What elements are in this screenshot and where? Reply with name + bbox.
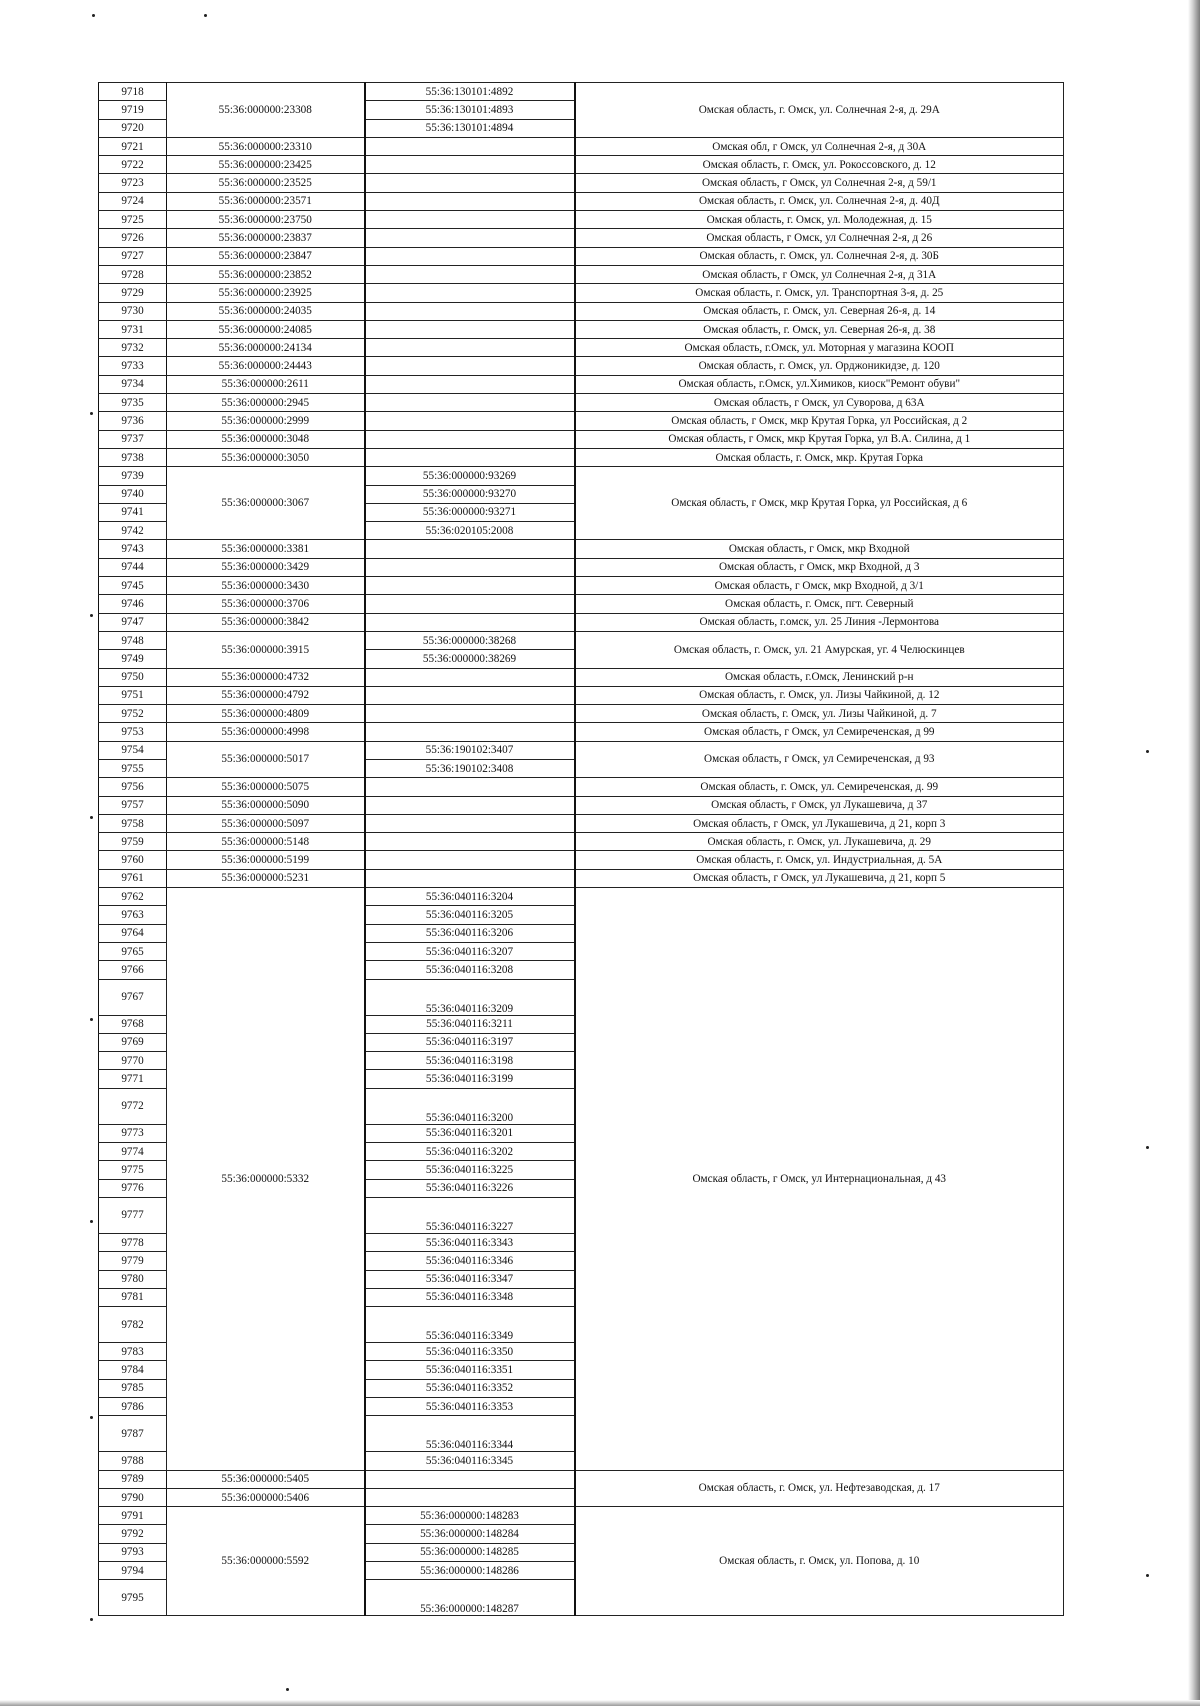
building-cadastral-number: 55:36:000000:5090 (167, 796, 365, 814)
object-address: Омская область, г Омск, ул Лукашевича, д 37 (575, 796, 1064, 814)
building-cadastral-number: 55:36:000000:5592 (167, 1507, 365, 1616)
building-cadastral-number: 55:36:000000:2999 (167, 412, 365, 430)
row-number: 9723 (99, 174, 167, 192)
building-cadastral-number: 55:36:000000:23925 (167, 284, 365, 302)
scan-speck (204, 14, 207, 17)
row-number: 9791 (99, 1507, 167, 1525)
table-row (99, 284, 1064, 302)
table-row (99, 339, 1064, 357)
object-address: Омская область, г. Омск, ул. Лукашевича, д. 29 (575, 833, 1064, 851)
row-number: 9765 (99, 942, 167, 960)
table-row (99, 558, 1064, 576)
row-number: 9779 (99, 1252, 167, 1270)
object-address: Омская область, г.омск, ул. 25 Линия -Лермонтова (575, 613, 1064, 631)
building-cadastral-number: 55:36:000000:23750 (167, 211, 365, 229)
row-number: 9794 (99, 1562, 167, 1580)
premises-cadastral-number: 55:36:040116:3205 (365, 906, 575, 924)
premises-cadastral-number (365, 1488, 575, 1506)
object-address: Омская область, г. Омск, ул. 21 Амурская, уг. 4 Челюскинцев (575, 631, 1064, 668)
premises-cadastral-number: 55:36:000000:148283 (365, 1507, 575, 1525)
table-row (99, 723, 1064, 741)
building-cadastral-number: 55:36:000000:5148 (167, 833, 365, 851)
object-address: Омская область, г. Омск, ул. Орджоникидзе, д. 120 (575, 357, 1064, 375)
table-row (99, 265, 1064, 283)
premises-cadastral-number (365, 686, 575, 704)
building-cadastral-number: 55:36:000000:5405 (167, 1470, 365, 1488)
scan-speck (90, 1416, 93, 1419)
premises-cadastral-number (365, 778, 575, 796)
row-number: 9719 (99, 101, 167, 119)
row-number: 9756 (99, 778, 167, 796)
row-number: 9781 (99, 1288, 167, 1306)
building-cadastral-number: 55:36:000000:3381 (167, 540, 365, 558)
table-row (99, 302, 1064, 320)
row-number: 9726 (99, 229, 167, 247)
building-cadastral-number: 55:36:000000:24134 (167, 339, 365, 357)
row-number: 9742 (99, 522, 167, 540)
premises-cadastral-number: 55:36:040116:3209 (365, 979, 575, 1015)
row-number: 9780 (99, 1270, 167, 1288)
premises-cadastral-number: 55:36:000000:148284 (365, 1525, 575, 1543)
object-address: Омская область, г Омск, ул Интернациональная, д 43 (575, 888, 1064, 1471)
premises-cadastral-number (365, 302, 575, 320)
building-cadastral-number: 55:36:000000:3067 (167, 467, 365, 540)
row-number: 9731 (99, 320, 167, 338)
premises-cadastral-number (365, 613, 575, 631)
premises-cadastral-number: 55:36:040116:3198 (365, 1052, 575, 1070)
premises-cadastral-number (365, 814, 575, 832)
row-number: 9772 (99, 1088, 167, 1124)
object-address: Омская область, г. Омск, ул. Лизы Чайкиной, д. 7 (575, 705, 1064, 723)
row-number: 9749 (99, 650, 167, 668)
row-number: 9777 (99, 1197, 167, 1233)
object-address: Омская область, г Омск, ул Лукашевича, д 21, корп 3 (575, 814, 1064, 832)
building-cadastral-number: 55:36:000000:2945 (167, 394, 365, 412)
table-row (99, 577, 1064, 595)
premises-cadastral-number (365, 339, 575, 357)
table-row (99, 814, 1064, 832)
building-cadastral-number: 55:36:000000:4998 (167, 723, 365, 741)
premises-cadastral-number: 55:36:040116:3226 (365, 1179, 575, 1197)
building-cadastral-number: 55:36:000000:3842 (167, 613, 365, 631)
building-cadastral-number: 55:36:000000:23525 (167, 174, 365, 192)
building-cadastral-number: 55:36:000000:23847 (167, 247, 365, 265)
row-number: 9735 (99, 394, 167, 412)
scan-speck (90, 614, 93, 617)
building-cadastral-number: 55:36:000000:24035 (167, 302, 365, 320)
premises-cadastral-number: 55:36:000000:93269 (365, 467, 575, 485)
building-cadastral-number: 55:36:000000:23837 (167, 229, 365, 247)
object-address: Омская область, г. Омск, ул. Попова, д. 10 (575, 1507, 1064, 1616)
object-address: Омская область, г. Омск, ул. Рокоссовского, д. 12 (575, 156, 1064, 174)
scan-speck (1146, 1574, 1149, 1577)
object-address: Омская область, г Омск, мкр Входной, д 3 (575, 558, 1064, 576)
row-number: 9774 (99, 1143, 167, 1161)
premises-cadastral-number (365, 174, 575, 192)
premises-cadastral-number: 55:36:040116:3353 (365, 1398, 575, 1416)
premises-cadastral-number: 55:36:000000:93270 (365, 485, 575, 503)
row-number: 9761 (99, 869, 167, 887)
row-number: 9718 (99, 83, 167, 101)
object-address: Омская область, г. Омск, ул. Северная 26-я, д. 38 (575, 320, 1064, 338)
building-cadastral-number: 55:36:000000:5199 (167, 851, 365, 869)
table-row (99, 412, 1064, 430)
premises-cadastral-number: 55:36:040116:3345 (365, 1452, 575, 1470)
object-address: Омская область, г.Омск, ул.Химиков, киоск"Ремонт обуви" (575, 375, 1064, 393)
premises-cadastral-number (365, 448, 575, 466)
object-address: Омская область, г Омск, мкр Входной, д 3/1 (575, 577, 1064, 595)
object-address: Омская область, г Омск, ул Солнечная 2-я, д 59/1 (575, 174, 1064, 192)
table-row (99, 394, 1064, 412)
table-row (99, 833, 1064, 851)
premises-cadastral-number (365, 833, 575, 851)
premises-cadastral-number (365, 375, 575, 393)
building-cadastral-number: 55:36:000000:3429 (167, 558, 365, 576)
scan-speck (90, 1018, 93, 1021)
scan-edge-bottom (0, 1700, 1200, 1706)
row-number: 9739 (99, 467, 167, 485)
row-number: 9773 (99, 1124, 167, 1142)
row-number: 9751 (99, 686, 167, 704)
premises-cadastral-number (365, 320, 575, 338)
table-row (99, 192, 1064, 210)
building-cadastral-number: 55:36:000000:4809 (167, 705, 365, 723)
row-number: 9760 (99, 851, 167, 869)
table-row (99, 631, 1064, 649)
row-number: 9757 (99, 796, 167, 814)
building-cadastral-number: 55:36:000000:5332 (167, 888, 365, 1471)
premises-cadastral-number: 55:36:000000:148287 (365, 1580, 575, 1616)
row-number: 9758 (99, 814, 167, 832)
object-address: Омская область, г Омск, ул Суворова, д 63А (575, 394, 1064, 412)
row-number: 9744 (99, 558, 167, 576)
premises-cadastral-number: 55:36:040116:3199 (365, 1070, 575, 1088)
object-address: Омская область, г. Омск, ул. Северная 26-я, д. 14 (575, 302, 1064, 320)
building-cadastral-number: 55:36:000000:5075 (167, 778, 365, 796)
scan-speck (90, 816, 93, 819)
building-cadastral-number: 55:36:000000:3706 (167, 595, 365, 613)
row-number: 9753 (99, 723, 167, 741)
premises-cadastral-number: 55:36:020105:2008 (365, 522, 575, 540)
object-address: Омская область, г. Омск, мкр. Крутая Горка (575, 448, 1064, 466)
table-row (99, 1470, 1064, 1488)
row-number: 9770 (99, 1052, 167, 1070)
table-row (99, 778, 1064, 796)
premises-cadastral-number (365, 394, 575, 412)
row-number: 9771 (99, 1070, 167, 1088)
object-address: Омская область, г.Омск, ул. Моторная у магазина КООП (575, 339, 1064, 357)
table-row (99, 467, 1064, 485)
object-address: Омская область, г. Омск, ул. Солнечная 2-я, д. 29А (575, 83, 1064, 138)
building-cadastral-number: 55:36:000000:23852 (167, 265, 365, 283)
premises-cadastral-number: 55:36:000000:148286 (365, 1562, 575, 1580)
row-number: 9795 (99, 1580, 167, 1616)
building-cadastral-number: 55:36:000000:5017 (167, 741, 365, 778)
row-number: 9783 (99, 1343, 167, 1361)
premises-cadastral-number: 55:36:040116:3200 (365, 1088, 575, 1124)
premises-cadastral-number (365, 558, 575, 576)
row-number: 9755 (99, 759, 167, 777)
table-row (99, 595, 1064, 613)
object-address: Омская область, г Омск, мкр Входной (575, 540, 1064, 558)
premises-cadastral-number (365, 1470, 575, 1488)
premises-cadastral-number (365, 284, 575, 302)
row-number: 9733 (99, 357, 167, 375)
premises-cadastral-number: 55:36:040116:3197 (365, 1033, 575, 1051)
building-cadastral-number: 55:36:000000:3915 (167, 631, 365, 668)
row-number: 9776 (99, 1179, 167, 1197)
table-row (99, 247, 1064, 265)
table-row (99, 613, 1064, 631)
building-cadastral-number: 55:36:000000:23308 (167, 83, 365, 138)
building-cadastral-number: 55:36:000000:5097 (167, 814, 365, 832)
premises-cadastral-number (365, 357, 575, 375)
table-row (99, 357, 1064, 375)
row-number: 9741 (99, 503, 167, 521)
table-row (99, 540, 1064, 558)
premises-cadastral-number: 55:36:130101:4894 (365, 119, 575, 137)
row-number: 9727 (99, 247, 167, 265)
row-number: 9721 (99, 137, 167, 155)
scan-edge-right (1188, 0, 1200, 1706)
premises-cadastral-number (365, 247, 575, 265)
premises-cadastral-number: 55:36:000000:148285 (365, 1543, 575, 1561)
row-number: 9725 (99, 211, 167, 229)
premises-cadastral-number (365, 851, 575, 869)
registry-table (98, 82, 1064, 1616)
premises-cadastral-number: 55:36:040116:3344 (365, 1416, 575, 1452)
object-address: Омская область, г Омск, ул Солнечная 2-я, д 31А (575, 265, 1064, 283)
row-number: 9782 (99, 1307, 167, 1343)
premises-cadastral-number: 55:36:040116:3352 (365, 1379, 575, 1397)
premises-cadastral-number: 55:36:040116:3346 (365, 1252, 575, 1270)
premises-cadastral-number: 55:36:130101:4893 (365, 101, 575, 119)
premises-cadastral-number (365, 577, 575, 595)
object-address: Омская область, г. Омск, ул. Транспортная 3-я, д. 25 (575, 284, 1064, 302)
object-address: Омская область, г Омск, ул Семиреченская, д 93 (575, 741, 1064, 778)
premises-cadastral-number (365, 668, 575, 686)
row-number: 9792 (99, 1525, 167, 1543)
table-row (99, 796, 1064, 814)
premises-cadastral-number (365, 430, 575, 448)
object-address: Омская область, г. Омск, ул. Молодежная, д. 15 (575, 211, 1064, 229)
premises-cadastral-number (365, 412, 575, 430)
table-row (99, 211, 1064, 229)
row-number: 9766 (99, 961, 167, 979)
row-number: 9746 (99, 595, 167, 613)
building-cadastral-number: 55:36:000000:24085 (167, 320, 365, 338)
table-row (99, 741, 1064, 759)
scan-speck (286, 1688, 289, 1691)
premises-cadastral-number: 55:36:040116:3225 (365, 1161, 575, 1179)
row-number: 9764 (99, 924, 167, 942)
building-cadastral-number: 55:36:000000:4732 (167, 668, 365, 686)
object-address: Омская область, г Омск, ул Солнечная 2-я, д 26 (575, 229, 1064, 247)
premises-cadastral-number (365, 192, 575, 210)
row-number: 9789 (99, 1470, 167, 1488)
row-number: 9743 (99, 540, 167, 558)
premises-cadastral-number: 55:36:040116:3348 (365, 1288, 575, 1306)
row-number: 9747 (99, 613, 167, 631)
object-address: Омская область, г. Омск, ул. Нефтезаводская, д. 17 (575, 1470, 1064, 1507)
premises-cadastral-number: 55:36:040116:3204 (365, 888, 575, 906)
table-row (99, 448, 1064, 466)
table-row (99, 869, 1064, 887)
object-address: Омская область, г Омск, мкр Крутая Горка, ул В.А. Силина, д 1 (575, 430, 1064, 448)
object-address: Омская область, г. Омск, ул. Солнечная 2-я, д. 40Д (575, 192, 1064, 210)
row-number: 9763 (99, 906, 167, 924)
registry-body (99, 83, 1064, 1616)
row-number: 9732 (99, 339, 167, 357)
premises-cadastral-number: 55:36:040116:3208 (365, 961, 575, 979)
object-address: Омская область, г. Омск, ул. Солнечная 2-я, д. 30Б (575, 247, 1064, 265)
scan-speck (92, 14, 95, 17)
row-number: 9775 (99, 1161, 167, 1179)
row-number: 9784 (99, 1361, 167, 1379)
building-cadastral-number: 55:36:000000:2611 (167, 375, 365, 393)
premises-cadastral-number: 55:36:040116:3201 (365, 1124, 575, 1142)
row-number: 9788 (99, 1452, 167, 1470)
row-number: 9787 (99, 1416, 167, 1452)
premises-cadastral-number: 55:36:190102:3407 (365, 741, 575, 759)
object-address: Омская область, г Омск, ул Лукашевича, д 21, корп 5 (575, 869, 1064, 887)
table-row (99, 229, 1064, 247)
scan-speck (1146, 750, 1149, 753)
premises-cadastral-number (365, 265, 575, 283)
table-row (99, 668, 1064, 686)
row-number: 9793 (99, 1543, 167, 1561)
row-number: 9750 (99, 668, 167, 686)
premises-cadastral-number (365, 211, 575, 229)
object-address: Омская обл, г Омск, ул Солнечная 2-я, д 30А (575, 137, 1064, 155)
row-number: 9762 (99, 888, 167, 906)
building-cadastral-number: 55:36:000000:4792 (167, 686, 365, 704)
premises-cadastral-number: 55:36:000000:38269 (365, 650, 575, 668)
row-number: 9778 (99, 1233, 167, 1251)
premises-cadastral-number: 55:36:040116:3351 (365, 1361, 575, 1379)
row-number: 9752 (99, 705, 167, 723)
table-row (99, 430, 1064, 448)
object-address: Омская область, г Омск, мкр Крутая Горка, ул Российская, д 2 (575, 412, 1064, 430)
row-number: 9759 (99, 833, 167, 851)
building-cadastral-number: 55:36:000000:3430 (167, 577, 365, 595)
row-number: 9790 (99, 1488, 167, 1506)
premises-cadastral-number: 55:36:040116:3206 (365, 924, 575, 942)
building-cadastral-number: 55:36:000000:23571 (167, 192, 365, 210)
object-address: Омская область, г Омск, ул Семиреченская, д 99 (575, 723, 1064, 741)
object-address: Омская область, г.Омск, Ленинский р-н (575, 668, 1064, 686)
premises-cadastral-number (365, 137, 575, 155)
row-number: 9722 (99, 156, 167, 174)
premises-cadastral-number: 55:36:040116:3347 (365, 1270, 575, 1288)
premises-cadastral-number (365, 723, 575, 741)
building-cadastral-number: 55:36:000000:3050 (167, 448, 365, 466)
row-number: 9736 (99, 412, 167, 430)
row-number: 9734 (99, 375, 167, 393)
row-number: 9730 (99, 302, 167, 320)
premises-cadastral-number: 55:36:040116:3343 (365, 1233, 575, 1251)
table-row (99, 156, 1064, 174)
row-number: 9754 (99, 741, 167, 759)
table-row (99, 375, 1064, 393)
row-number: 9769 (99, 1033, 167, 1051)
table-row (99, 888, 1064, 906)
table-row (99, 137, 1064, 155)
premises-cadastral-number: 55:36:040116:3349 (365, 1307, 575, 1343)
row-number: 9729 (99, 284, 167, 302)
scan-speck (1146, 1146, 1149, 1149)
building-cadastral-number: 55:36:000000:5231 (167, 869, 365, 887)
premises-cadastral-number (365, 796, 575, 814)
table-row (99, 1507, 1064, 1525)
premises-cadastral-number (365, 229, 575, 247)
building-cadastral-number: 55:36:000000:5406 (167, 1488, 365, 1506)
premises-cadastral-number: 55:36:040116:3207 (365, 942, 575, 960)
table-row (99, 851, 1064, 869)
scan-speck (90, 1220, 93, 1223)
table-row (99, 320, 1064, 338)
row-number: 9728 (99, 265, 167, 283)
table-row (99, 174, 1064, 192)
premises-cadastral-number (365, 869, 575, 887)
row-number: 9748 (99, 631, 167, 649)
scan-speck (90, 1618, 93, 1621)
premises-cadastral-number: 55:36:040116:3211 (365, 1015, 575, 1033)
object-address: Омская область, г Омск, мкр Крутая Горка, ул Российская, д 6 (575, 467, 1064, 540)
table-row (99, 686, 1064, 704)
scan-speck (90, 412, 93, 415)
premises-cadastral-number (365, 156, 575, 174)
object-address: Омская область, г. Омск, ул. Индустриальная, д. 5А (575, 851, 1064, 869)
table-row (99, 705, 1064, 723)
premises-cadastral-number (365, 540, 575, 558)
object-address: Омская область, г. Омск, пгт. Северный (575, 595, 1064, 613)
premises-cadastral-number: 55:36:040116:3202 (365, 1143, 575, 1161)
row-number: 9724 (99, 192, 167, 210)
building-cadastral-number: 55:36:000000:3048 (167, 430, 365, 448)
premises-cadastral-number: 55:36:040116:3350 (365, 1343, 575, 1361)
row-number: 9785 (99, 1379, 167, 1397)
premises-cadastral-number: 55:36:190102:3408 (365, 759, 575, 777)
row-number: 9738 (99, 448, 167, 466)
premises-cadastral-number (365, 595, 575, 613)
building-cadastral-number: 55:36:000000:24443 (167, 357, 365, 375)
premises-cadastral-number: 55:36:000000:38268 (365, 631, 575, 649)
object-address: Омская область, г. Омск, ул. Лизы Чайкиной, д. 12 (575, 686, 1064, 704)
row-number: 9720 (99, 119, 167, 137)
object-address: Омская область, г. Омск, ул. Семиреченская, д. 99 (575, 778, 1064, 796)
premises-cadastral-number: 55:36:000000:93271 (365, 503, 575, 521)
premises-cadastral-number: 55:36:040116:3227 (365, 1197, 575, 1233)
row-number: 9745 (99, 577, 167, 595)
row-number: 9740 (99, 485, 167, 503)
table-row (99, 83, 1064, 101)
premises-cadastral-number: 55:36:130101:4892 (365, 83, 575, 101)
row-number: 9767 (99, 979, 167, 1015)
building-cadastral-number: 55:36:000000:23310 (167, 137, 365, 155)
row-number: 9737 (99, 430, 167, 448)
row-number: 9768 (99, 1015, 167, 1033)
row-number: 9786 (99, 1398, 167, 1416)
building-cadastral-number: 55:36:000000:23425 (167, 156, 365, 174)
premises-cadastral-number (365, 705, 575, 723)
